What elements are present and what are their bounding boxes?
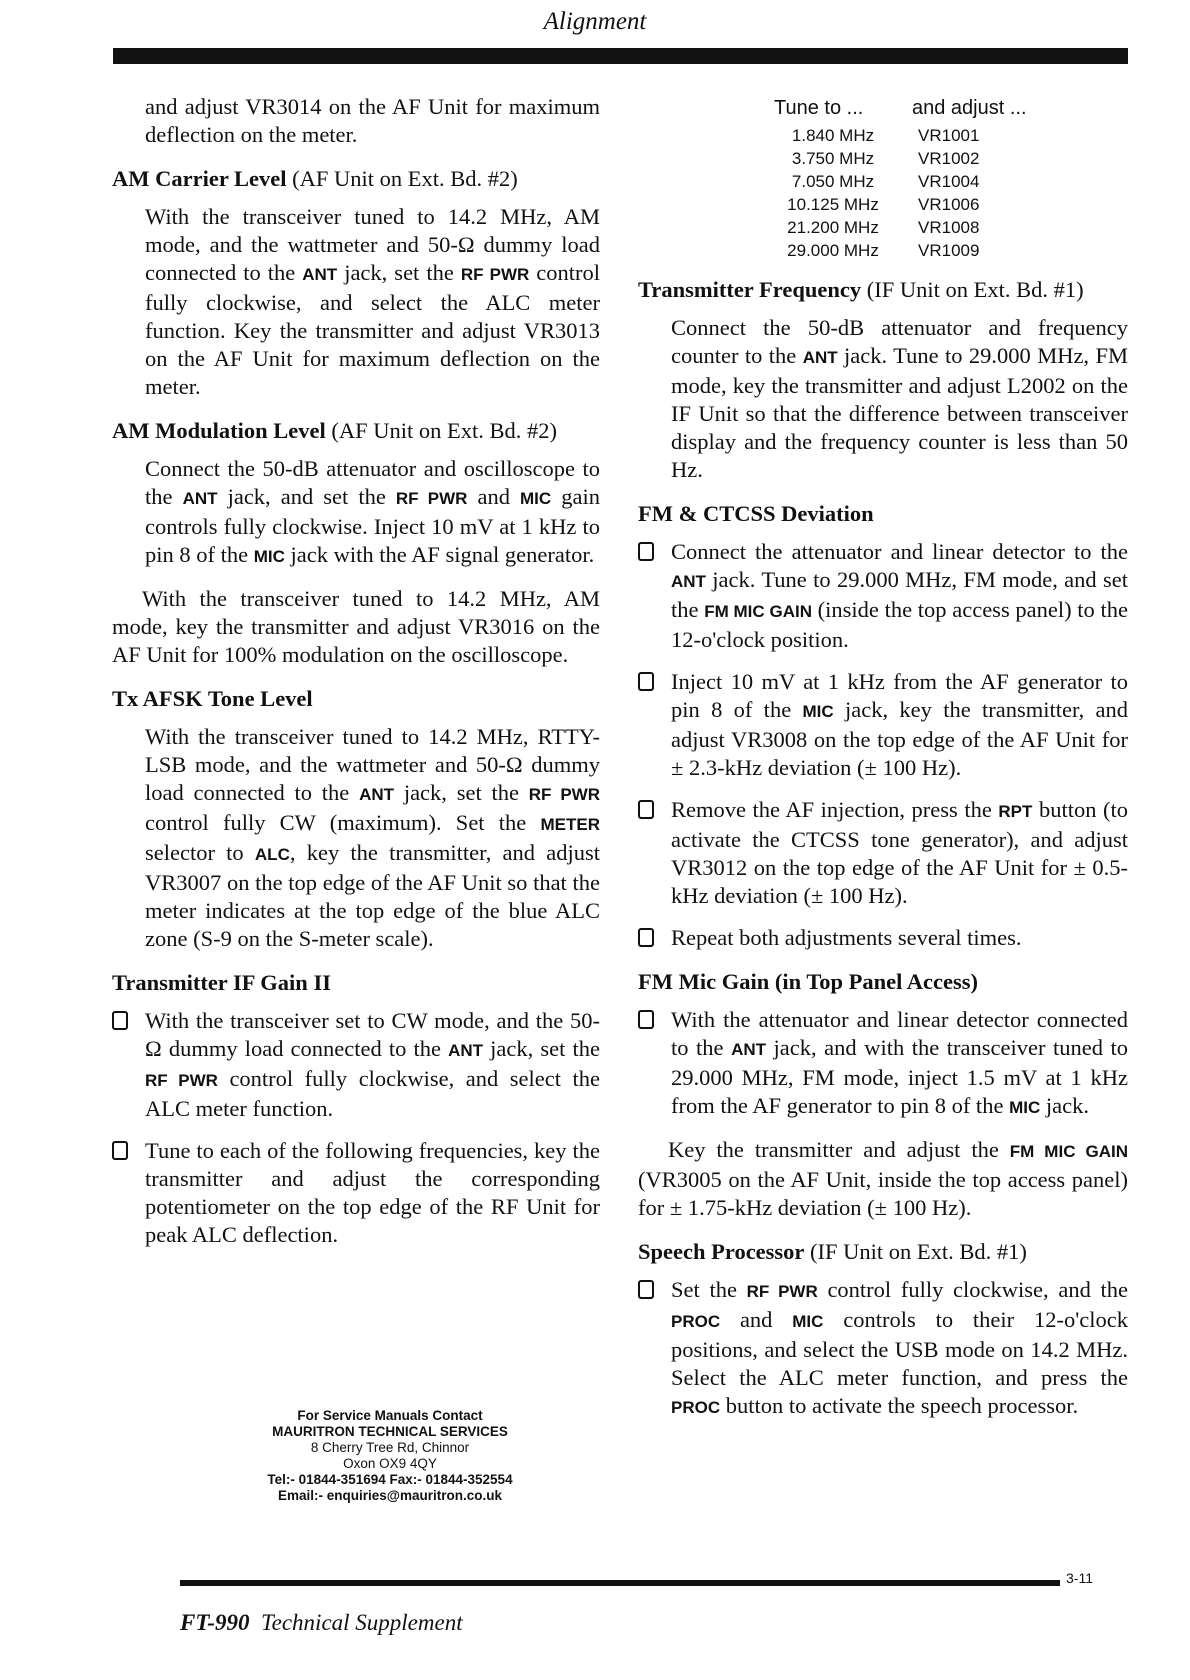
checklist-item: Set the RF PWR control fully clockwise, and the PROC and MIC controls to their 12-o'clock positions, and select the USB mode on 14.2 MHz. Select the ALC meter function, and press the PROC button to activate the speech processor. — [638, 1276, 1128, 1422]
checkbox-icon[interactable] — [638, 672, 654, 691]
heading-subtitle: (AF Unit on Ext. Bd. #2) — [292, 166, 518, 191]
checklist-item: With the attenuator and linear detector connected to the ANT jack, and with the transceiver tuned to 29.000 MHz, FM mode, inject 1.5 mV at 1 kHz from the AF generator to pin 8 of the MIC jack. — [638, 1006, 1128, 1122]
heading-title: AM Modulation Level — [112, 418, 326, 443]
heading-title: Speech Processor — [638, 1239, 805, 1264]
heading-title: FM Mic Gain (in Top Panel Access) — [638, 969, 978, 994]
footer-rule — [180, 1580, 1060, 1586]
checklist-item: Remove the AF injection, press the RPT button (to activate the CTCSS tone generator), and adjust VR3012 on the top edge of the AF Unit for ± 0.5-kHz deviation (± 100 Hz). — [638, 796, 1128, 910]
table-row: 3.750 MHz VR1002 — [791, 149, 980, 168]
table-row: 1.840 MHz VR1001 — [791, 126, 980, 145]
checkbox-icon[interactable] — [638, 1010, 654, 1029]
am-carrier-body: With the transceiver tuned to 14.2 MHz, AM mode, and the wattmeter and 50-Ω dummy load connected to the ANT jack, set the RF PWR control fully clockwise, and select the ALC meter function. Key the transmitter and adjust VR3013 on the AF Unit for maximum deflection on the meter. — [145, 204, 601, 399]
heading-title: AM Carrier Level — [112, 166, 287, 191]
checklist-item: Tune to each of the following frequencies, key the transmitter and adjust the corresponding potentiometer on the top edge of the RF Unit for peak ALC deflection. — [112, 1137, 600, 1249]
heading-subtitle: (AF Unit on Ext. Bd. #2) — [331, 418, 558, 443]
table-header: Tune to ... — [774, 97, 864, 119]
heading-subtitle: (IF Unit on Ext. Bd. #1) — [866, 277, 1084, 302]
section-heading-afsk — [112, 685, 600, 713]
continued-paragraph: and adjust VR3014 on the AF Unit for maximum deflection on the meter. — [145, 94, 600, 147]
heading-title: Transmitter IF Gain II — [112, 970, 331, 995]
page-number: 3-11 — [1066, 1570, 1093, 1586]
checklist-item: With the transceiver set to CW mode, and the 50-Ω dummy load connected to the ANT jack, set the RF PWR control fully clockwise, and select the ALC meter function. — [112, 1007, 600, 1123]
header-rule — [113, 48, 1128, 64]
tune-adjust-table — [774, 97, 1027, 262]
right-column — [638, 97, 1128, 1422]
table-row: 21.200 MHz VR1008 — [787, 218, 980, 237]
checkbox-icon[interactable] — [112, 1011, 128, 1030]
left-column — [112, 93, 600, 1249]
footer-title: FT-990 Technical Supplement — [180, 1610, 463, 1635]
section-heading-am-carrier — [112, 165, 600, 193]
heading-title: FM & CTCSS Deviation — [638, 501, 874, 526]
checklist-item: Inject 10 mV at 1 kHz from the AF generator to pin 8 of the MIC jack, key the transmitter, and adjust VR3008 on the top edge of the AF Unit for ± 2.3-kHz deviation (± 100 Hz). — [638, 668, 1128, 782]
table-row: 29.000 MHz VR1009 — [787, 241, 980, 260]
am-mod-body-2: With the transceiver tuned to 14.2 MHz, AM mode, key the transmitter and adjust VR3016 on the AF Unit for 100% modulation on the oscilloscope. — [112, 586, 600, 667]
heading-subtitle: (IF Unit on Ext. Bd. #1) — [810, 1239, 1027, 1264]
table-row: 10.125 MHz VR1006 — [787, 195, 980, 214]
checkbox-icon[interactable] — [638, 928, 654, 947]
tx-frequency-body: Connect the 50-dB attenuator and frequency counter to the ANT jack. Tune to 29.000 MHz, FM mode, key the transmitter and adjust L2002 on the IF Unit so that the difference between transceiver display and the frequency counter is less than 50 Hz. — [671, 315, 1128, 482]
table-header: and adjust ... — [912, 97, 1027, 119]
am-mod-body-1: Connect the 50-dB attenuator and oscilloscope to the ANT jack, and set the RF PWR and MIC gain controls fully clockwise. Inject 10 mV at 1 kHz to pin 8 of the MIC jack with the AF signal generator. — [145, 456, 600, 567]
heading-title: Tx AFSK Tone Level — [112, 686, 313, 711]
checkbox-icon[interactable] — [638, 1280, 654, 1299]
checklist-item: Connect the attenuator and linear detector to the ANT jack. Tune to 29.000 MHz, FM mode, and set the FM MIC GAIN (inside the top access panel) to the 12-o'clock position. — [638, 538, 1128, 654]
section-heading-speech-processor — [638, 1238, 1128, 1266]
checklist-item: Repeat both adjustments several times. — [638, 924, 1128, 952]
section-heading-fm-ctcss — [638, 500, 1128, 528]
section-heading-tx-frequency — [638, 276, 1128, 304]
afsk-body: With the transceiver tuned to 14.2 MHz, RTTY-LSB mode, and the wattmeter and 50-Ω dummy load connected to the ANT jack, set the RF PWR control fully CW (maximum). Set the METER selector to ALC, key the transmitter, and adjust VR3007 on the top edge of the AF Unit so that the meter indicates at the top edge of the blue ALC zone (S-9 on the S-meter scale). — [145, 724, 600, 951]
checkbox-icon[interactable] — [112, 1141, 128, 1160]
checkbox-icon[interactable] — [638, 542, 654, 561]
section-heading-fm-mic-gain — [638, 968, 1128, 996]
section-heading-am-modulation — [112, 417, 600, 445]
running-title: Alignment — [543, 8, 647, 35]
fm-mic-body: Key the transmitter and adjust the FM MIC GAIN (VR3005 on the AF Unit, inside the top access panel) for ± 1.75-kHz deviation (± 100 Hz). — [638, 1137, 1128, 1220]
checkbox-icon[interactable] — [638, 800, 654, 819]
heading-title: Transmitter Frequency — [638, 277, 862, 302]
section-heading-if-gain — [112, 969, 600, 997]
table-row: 7.050 MHz VR1004 — [791, 172, 980, 191]
service-contact-stamp: For Service Manuals Contact MAURITRON TECHNICAL SERVICES 8 Cherry Tree Rd, Chinnor Oxon OX9 4QY Tel:- 01844-351694 Fax:- 01844-352554 Email:- enquiries@mauritron.co.uk — [267, 1408, 513, 1503]
